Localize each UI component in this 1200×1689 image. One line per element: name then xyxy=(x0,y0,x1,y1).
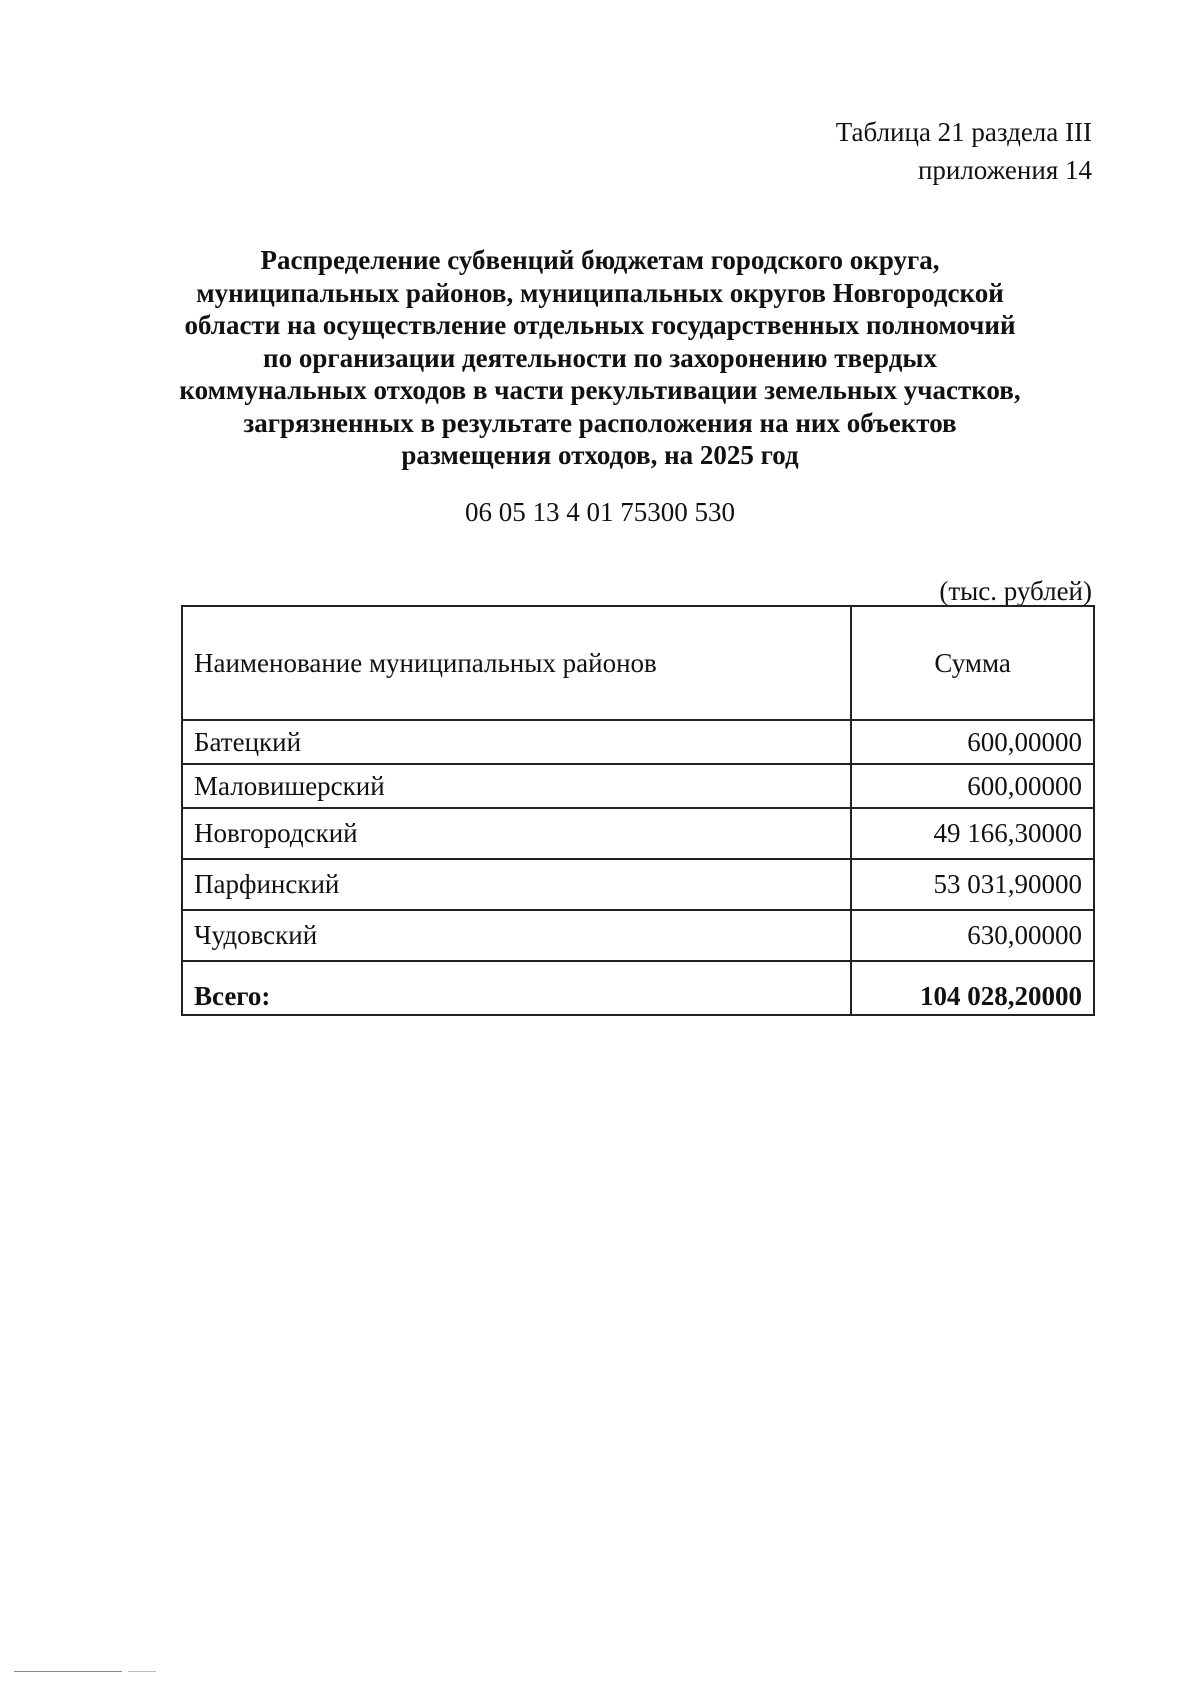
table-row xyxy=(182,910,1094,961)
table-total-row xyxy=(182,961,1094,1015)
title-line: загрязненных в результате расположения на них объектов xyxy=(243,407,957,438)
district-sum-cell: 600,00000 xyxy=(851,720,1094,764)
table-reference-line-1: Таблица 21 раздела III xyxy=(835,117,1092,147)
scan-footer-rule xyxy=(14,1671,122,1672)
title-line: по организации деятельности по захоронению твердых xyxy=(263,342,937,373)
district-name-cell: Маловишерский xyxy=(182,764,851,808)
table-row xyxy=(182,764,1094,808)
title-line: Распределение субвенций бюджетам городского округа, xyxy=(260,245,940,275)
document-title xyxy=(150,244,1050,472)
title-line: муниципальных районов, муниципальных округов Новгородской xyxy=(196,277,1004,308)
table-row xyxy=(182,720,1094,764)
header-district-name: Наименование муниципальных районов xyxy=(182,606,851,720)
table-row xyxy=(182,808,1094,859)
units-label: (тыс. рублей) xyxy=(939,576,1092,606)
district-sum-cell: 600,00000 xyxy=(851,764,1094,808)
district-sum-cell: 49 166,30000 xyxy=(851,808,1094,859)
title-line: размещения отходов, на 2025 год xyxy=(401,440,799,470)
title-line: коммунальных отходов в части рекультивации земельных участков, xyxy=(179,375,1021,405)
allocation-table xyxy=(181,605,1095,1016)
table-reference-line-2: приложения 14 xyxy=(917,155,1092,185)
district-name-cell: Батецкий xyxy=(182,720,851,764)
district-name-cell: Парфинский xyxy=(182,859,851,910)
district-sum-cell: 53 031,90000 xyxy=(851,859,1094,910)
total-label-cell: Всего: xyxy=(182,961,851,1015)
table-row xyxy=(182,859,1094,910)
budget-classification-code: 06 05 13 4 01 75300 530 xyxy=(465,497,735,527)
scan-footer-rule xyxy=(128,1671,156,1672)
table-header-row xyxy=(182,606,1094,720)
total-sum-cell: 104 028,20000 xyxy=(851,961,1094,1015)
title-line: области на осуществление отдельных государственных полномочий xyxy=(184,310,1016,340)
district-sum-cell: 630,00000 xyxy=(851,910,1094,961)
district-name-cell: Новгородский xyxy=(182,808,851,859)
header-sum: Сумма xyxy=(851,606,1094,720)
district-name-cell: Чудовский xyxy=(182,910,851,961)
